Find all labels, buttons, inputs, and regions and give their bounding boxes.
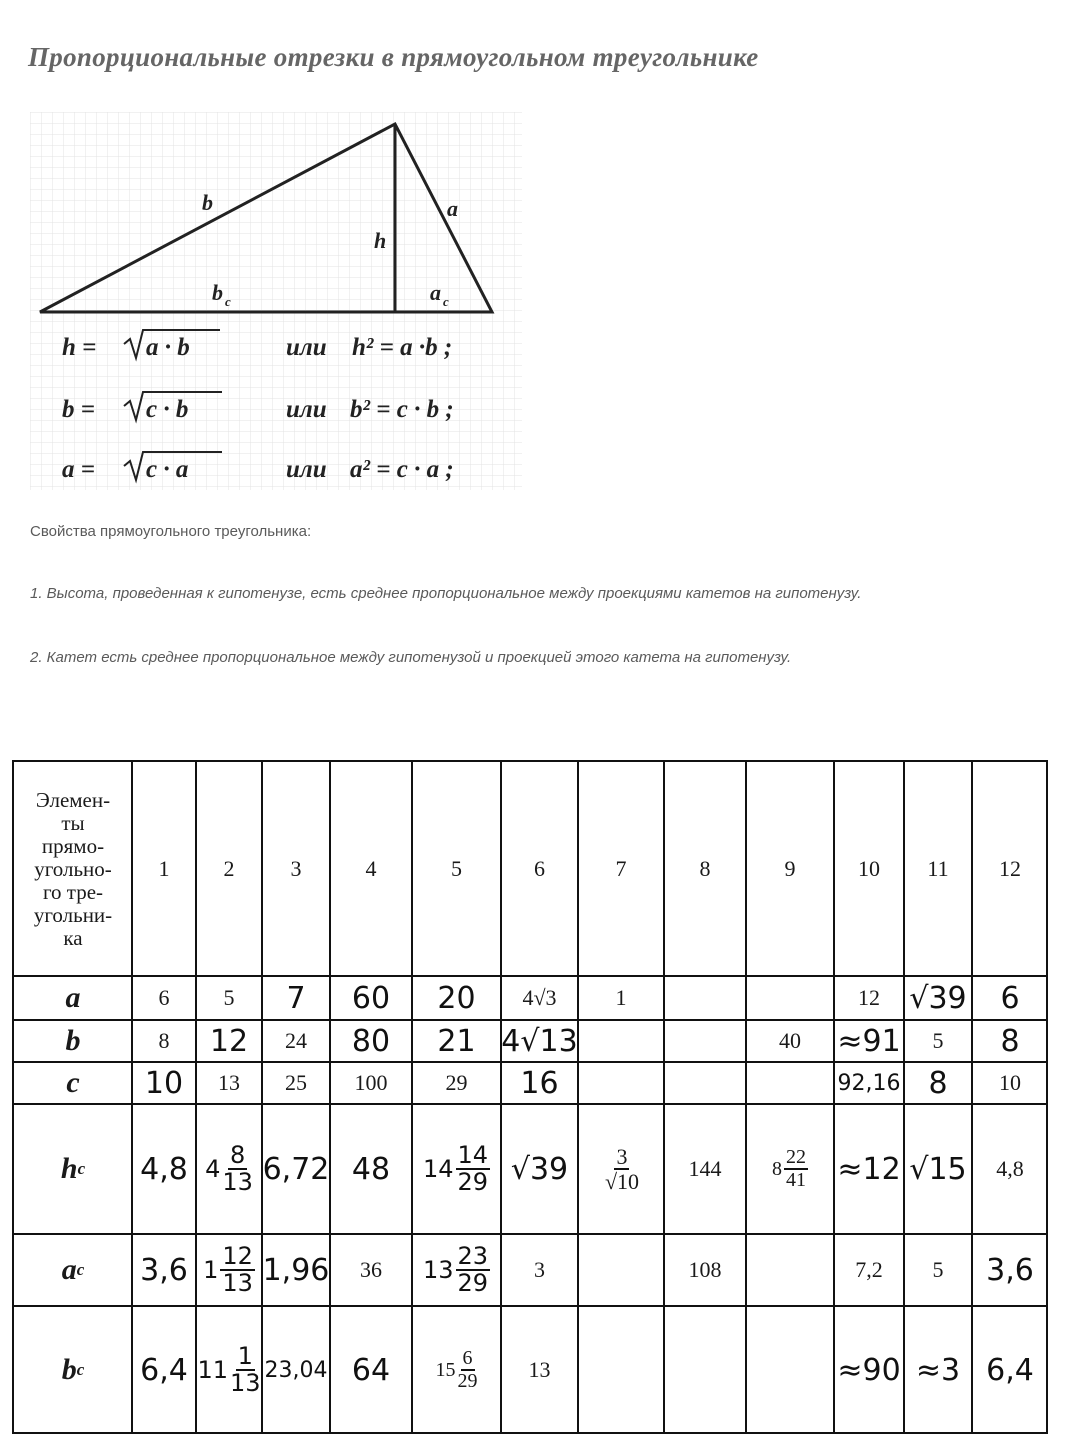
column-header: 11 — [927, 856, 949, 881]
table-cell: 5 — [223, 985, 235, 1010]
table-cell — [664, 1306, 746, 1434]
table-cell: 4√3 — [522, 985, 557, 1010]
table-cell: 10 — [999, 1070, 1021, 1095]
column-header: 6 — [534, 856, 545, 881]
table-cell-fraction: 13 $\frac{23}{29}$ — [422, 1241, 489, 1297]
formula-h-word: или — [286, 334, 327, 361]
label-ac: a — [430, 280, 441, 305]
formula-h-rhs: h² = a ·b ; — [352, 334, 453, 361]
table-cell: 10 — [144, 1065, 184, 1101]
header-label-line: ка — [63, 925, 83, 950]
formula-h-root: a · b — [146, 334, 190, 361]
table-cell-fraction: $\frac{3}{√10}$ — [604, 1143, 640, 1194]
table-cell: 29 — [445, 1070, 468, 1095]
table-cell: 5 — [932, 1028, 944, 1053]
column-header: 9 — [784, 856, 796, 881]
header-label-line: Элемен- — [35, 787, 111, 812]
row-label-letter: h — [60, 1152, 78, 1185]
row-label — [14, 1020, 132, 1062]
triangle-diagram — [30, 112, 522, 490]
formula-a-lhs: a = — [62, 456, 95, 483]
row-label-subscript: c — [76, 1360, 85, 1379]
row-label — [14, 1234, 132, 1306]
formula-b-rhs: b² = c · b ; — [350, 396, 454, 423]
table-cell: 3,6 — [986, 1252, 1034, 1288]
row-label-letter: c — [66, 1066, 80, 1099]
formula-b-lhs: b = — [62, 396, 95, 423]
table-cell — [578, 1020, 664, 1062]
table-cell: 13 — [218, 1070, 240, 1095]
table-cell: 3,6 — [140, 1252, 188, 1288]
table-cell — [746, 1062, 834, 1104]
table-cell-fraction: 15 $\frac{6}{29}$ — [435, 1347, 478, 1392]
table-cell: 24 — [285, 1028, 307, 1053]
row-label-subscript: c — [76, 1260, 85, 1279]
column-header: 7 — [615, 856, 627, 881]
table-cell: 4,8 — [140, 1151, 188, 1187]
row-label-subscript: c — [77, 1159, 86, 1178]
table-cell: 144 — [688, 1156, 722, 1181]
table-cell: 100 — [354, 1070, 388, 1095]
triangle-figure — [30, 112, 522, 490]
header-label-line: угольно- — [34, 856, 112, 881]
row-label-letter: a — [65, 981, 81, 1014]
table-cell: 1 — [615, 985, 627, 1010]
table-cell: ≈90 — [837, 1352, 901, 1388]
table-cell: ≈12 — [837, 1151, 901, 1187]
table-cell: 6 — [158, 985, 170, 1010]
table-cell: 92,16 — [837, 1070, 901, 1096]
row-label-letter: b — [65, 1024, 81, 1057]
table-cell: 16 — [520, 1065, 559, 1101]
formula-a-root: c · a — [146, 456, 189, 483]
table-cell: 12 — [858, 985, 880, 1010]
values-table — [12, 760, 1048, 1434]
column-header: 5 — [451, 856, 462, 881]
table-cell: 25 — [285, 1070, 307, 1095]
table-cell — [746, 976, 834, 1020]
table-cell: 3 — [534, 1257, 545, 1282]
table-cell: 64 — [351, 1352, 391, 1388]
table-cell: 23,04 — [264, 1357, 328, 1383]
table-cell: 6,4 — [986, 1352, 1034, 1388]
properties-heading: Свойства прямоугольного треугольника: — [30, 523, 312, 540]
table-cell-fraction: 1 $\frac{12}{13}$ — [203, 1241, 253, 1297]
formula-b-word: или — [286, 396, 327, 423]
formula-h-lhs: h = — [62, 334, 97, 361]
table-cell: 48 — [351, 1151, 391, 1187]
table-cell — [664, 976, 746, 1020]
column-header: 12 — [999, 856, 1021, 881]
property-2: 2. Катет есть среднее пропорциональное между гипотенузой и проекцией этого катета на гипотенузу. — [30, 649, 792, 666]
table-cell: 4,8 — [996, 1156, 1024, 1181]
label-a: a — [447, 196, 458, 221]
table-cell — [664, 1020, 746, 1062]
table-cell: 80 — [351, 1023, 391, 1059]
formula-b-root: c · b — [146, 396, 189, 423]
table-cell: 5 — [932, 1257, 944, 1282]
formula-a-word: или — [286, 456, 327, 483]
row-label — [14, 1104, 132, 1234]
label-ac-sub: c — [443, 294, 449, 309]
table-cell: 7,2 — [855, 1257, 883, 1282]
header-label-line: го тре- — [42, 879, 104, 904]
table-cell: 13 — [528, 1357, 551, 1382]
table-cell: 36 — [360, 1257, 382, 1282]
column-header: 4 — [365, 856, 377, 881]
table-cell: √39 — [510, 1151, 569, 1187]
table-cell: 12 — [209, 1023, 249, 1059]
table-cell: 7 — [286, 980, 306, 1016]
table-cell — [578, 1234, 664, 1306]
table-cell — [746, 1234, 834, 1306]
header-label-line: ты — [61, 810, 85, 835]
label-h: h — [374, 228, 387, 253]
table-cell: 20 — [437, 980, 476, 1016]
table-cell: 8 — [158, 1028, 170, 1053]
table-header-label — [14, 762, 132, 976]
table-cell — [578, 1306, 664, 1434]
table-cell: 40 — [779, 1028, 801, 1053]
table-cell-fraction: 8 $\frac{22}{41}$ — [772, 1146, 806, 1191]
column-header: 10 — [858, 856, 880, 881]
label-bc-sub: c — [225, 294, 231, 309]
column-header: 2 — [223, 856, 235, 881]
table-cell: ≈91 — [837, 1023, 901, 1059]
table-cell — [664, 1062, 746, 1104]
table-cell-fraction: 4 $\frac{8}{13}$ — [205, 1140, 253, 1196]
page-title: Пропорциональные отрезки в прямоугольном треугольнике — [28, 42, 759, 72]
row-label — [14, 1062, 132, 1104]
table-cell: 108 — [688, 1257, 722, 1282]
table-cell — [578, 1062, 664, 1104]
table-cell: √39 — [909, 980, 967, 1016]
table-cell: 6 — [1000, 980, 1020, 1016]
table-cell — [746, 1306, 834, 1434]
column-header: 3 — [290, 856, 302, 881]
table-cell: 6,4 — [140, 1352, 188, 1388]
table-cell: √15 — [909, 1151, 967, 1187]
header-label-line: угольни- — [33, 902, 113, 927]
label-b: b — [202, 190, 213, 215]
table-cell: ≈3 — [915, 1352, 961, 1388]
table-cell: 4√13 — [501, 1023, 578, 1059]
table-cell: 6,72 — [262, 1151, 330, 1187]
table-cell: 8 — [928, 1065, 948, 1101]
row-label-letter: b — [61, 1353, 77, 1386]
header-label-line: прямо- — [41, 833, 105, 858]
column-header: 1 — [158, 856, 170, 881]
property-1: 1. Высота, проведенная к гипотенузе, есть среднее пропорциональное между проекциями катетов на гипотенузу. — [30, 585, 862, 602]
column-header: 8 — [699, 856, 711, 881]
table-cell: 1,96 — [262, 1252, 330, 1288]
table-cell: 21 — [437, 1023, 476, 1059]
table-cell-fraction: 11 $\frac{1}{13}$ — [197, 1341, 261, 1397]
row-label — [14, 976, 132, 1020]
table-cell-fraction: 14 $\frac{14}{29}$ — [422, 1140, 489, 1196]
table-cell: 8 — [1000, 1023, 1020, 1059]
table-cell: 60 — [351, 980, 391, 1016]
row-label — [14, 1306, 132, 1434]
row-label-letter: a — [61, 1253, 77, 1286]
label-bc: b — [212, 280, 223, 305]
formula-a-rhs: a² = c · a ; — [350, 456, 454, 483]
